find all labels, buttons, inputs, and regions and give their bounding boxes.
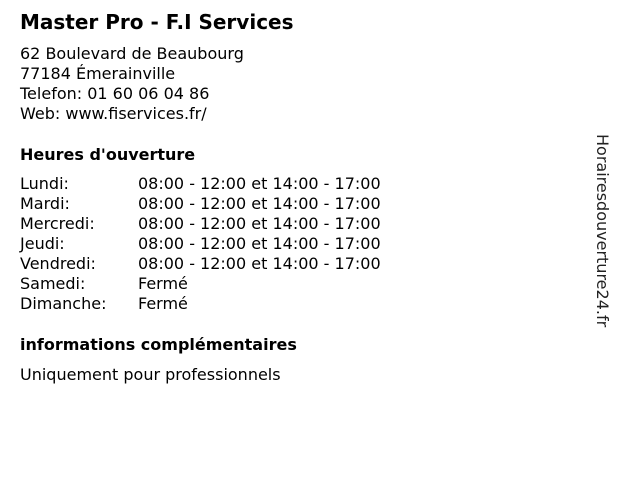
website: Web: www.fiservices.fr/	[20, 104, 207, 123]
phone-number: Telefon: 01 60 06 04 86	[20, 84, 210, 103]
day-label: Dimanche:	[20, 294, 107, 313]
hours-row-tuesday	[20, 194, 381, 214]
business-address	[20, 44, 244, 124]
hours-row-saturday	[20, 274, 381, 294]
day-label: Lundi:	[20, 174, 69, 193]
business-name: Master Pro - F.I Services	[20, 10, 294, 34]
day-hours: 08:00 - 12:00 et 14:00 - 17:00	[138, 254, 381, 273]
opening-hours-heading: Heures d'ouverture	[20, 145, 196, 164]
day-label: Jeudi:	[20, 234, 65, 253]
day-hours: 08:00 - 12:00 et 14:00 - 17:00	[138, 194, 381, 213]
address-street: 62 Boulevard de Beaubourg	[20, 44, 244, 63]
hours-row-thursday	[20, 234, 381, 254]
day-hours: Fermé	[138, 294, 188, 313]
hours-row-sunday	[20, 294, 381, 314]
additional-info-heading: informations complémentaires	[20, 335, 297, 354]
day-label: Mercredi:	[20, 214, 95, 233]
opening-hours-table	[20, 174, 381, 314]
site-watermark: Horairesdouverture24.fr	[593, 134, 612, 328]
day-label: Vendredi:	[20, 254, 96, 273]
day-label: Samedi:	[20, 274, 86, 293]
hours-row-wednesday	[20, 214, 381, 234]
day-hours: 08:00 - 12:00 et 14:00 - 17:00	[138, 174, 381, 193]
hours-row-monday	[20, 174, 381, 194]
day-hours: 08:00 - 12:00 et 14:00 - 17:00	[138, 214, 381, 233]
day-label: Mardi:	[20, 194, 70, 213]
hours-row-friday	[20, 254, 381, 274]
day-hours: 08:00 - 12:00 et 14:00 - 17:00	[138, 234, 381, 253]
address-city: 77184 Émerainville	[20, 64, 176, 83]
additional-info-text: Uniquement pour professionnels	[20, 365, 281, 384]
day-hours: Fermé	[138, 274, 188, 293]
